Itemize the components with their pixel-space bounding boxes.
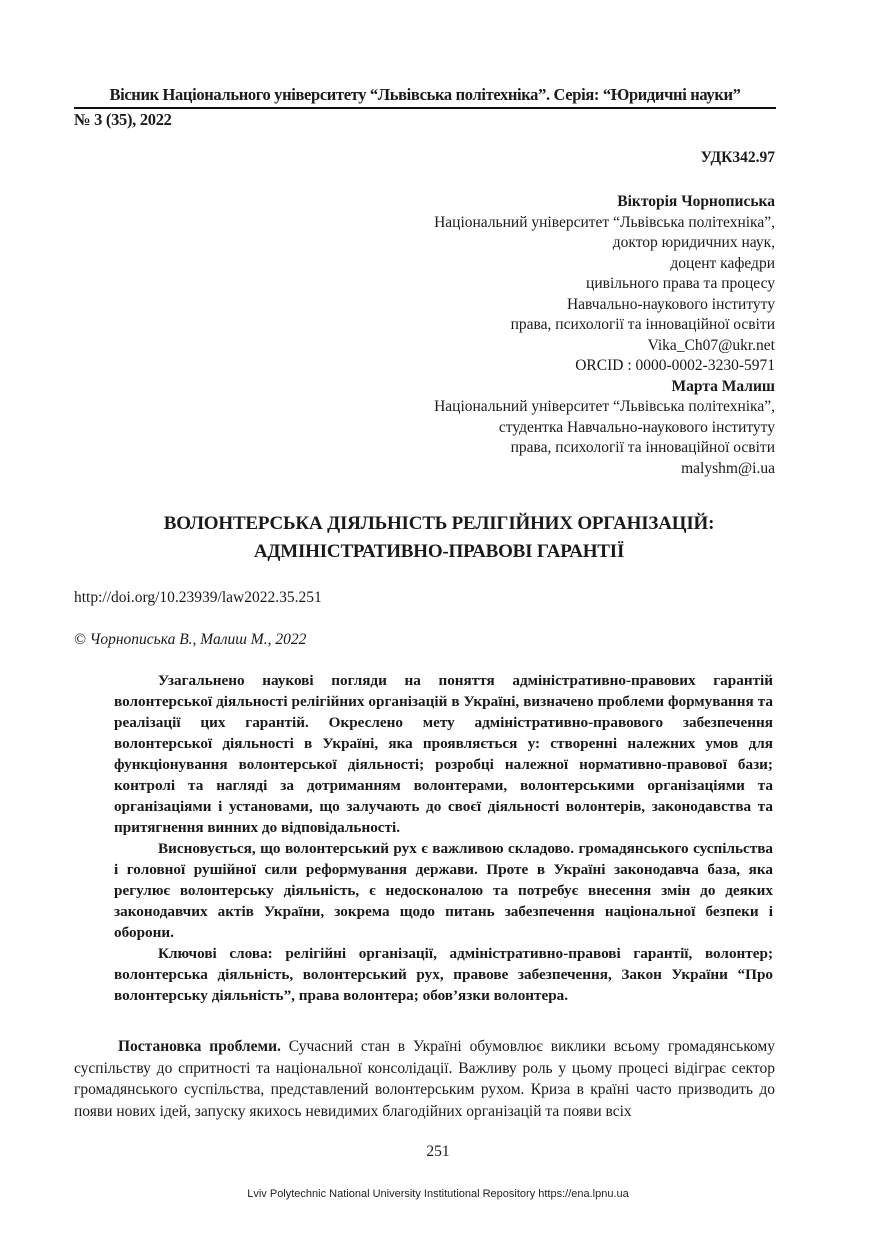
author-affiliation: Національний університет “Львівська політехніка”, xyxy=(434,213,775,231)
author-degree: доктор юридичних наук, xyxy=(612,234,775,251)
body-paragraph xyxy=(74,1036,775,1122)
author-email[interactable]: malyshm@i.ua xyxy=(681,459,775,477)
paragraph-text: Сучасний стан в Україні обумовлює виклики всьому громадянському суспільству до спритності та національної консолідації. Важливу роль у цьому процесі відіграє сектор громадянського суспільства, представлений волонтерським рухом. Криза в країні часто призводить до появи нових ідей, запуску якихось невидимих благодійних організацій та появи всіх xyxy=(74,1038,775,1120)
author-name: Вікторія Чорнописька xyxy=(617,193,775,210)
doi-link[interactable]: http://doi.org/10.23939/law2022.35.251 xyxy=(74,589,322,606)
author-institute-name: права, психології та інноваційної освіти xyxy=(510,316,775,333)
author-name: Марта Малиш xyxy=(671,377,775,395)
author-block xyxy=(434,192,775,479)
author-institute-name: права, психології та інноваційної освіти xyxy=(510,439,775,456)
body-text xyxy=(74,1036,775,1122)
article-title-line: АДМІНІСТРАТИВНО-ПРАВОВІ ГАРАНТІЇ xyxy=(253,541,625,562)
section-heading: Постановка проблеми. xyxy=(118,1038,281,1055)
article-title-line: ВОЛОНТЕРСЬКА ДІЯЛЬНІСТЬ РЕЛІГІЙНИХ ОРГАНІЗАЦІЙ: xyxy=(163,513,715,534)
author-position: доцент кафедри xyxy=(670,254,775,272)
abstract-paragraph: Узагальнено наукові погляди на поняття адміністративно-правових гарантій волонтерської діяльності релігійних організацій в Україні, визначено проблеми формування та реалізації цих гарантій. Окреслено мету адміністративно-правового забезпечення волонтерської діяльності в Україні, яка проявляється у: створенні належних умов для функціонування волонтерської діяльності; розробці належної нормативно-правової бази; контролі та нагляді за дотриманням волонтерами, волонтерськими організаціями та організаціями і установами, що залучають до своєї діяльності волонтерів, законодавства та притягнення винних до відповідальності. xyxy=(114,672,773,836)
abstract xyxy=(114,670,773,1006)
repository-footer: Lviv Polytechnic National University Institutional Repository https://ena.lpnu.ua xyxy=(247,1188,629,1200)
copyright-notice: © Чорнописька В., Малиш М., 2022 xyxy=(74,631,307,648)
author-position: студентка Навчально-наукового інституту xyxy=(498,418,775,436)
issue-number: № 3 (35), 2022 xyxy=(74,110,172,129)
journal-title: Вісник Національного університету “Львівська політехніка”. Серія: “Юридичні науки” xyxy=(74,84,776,109)
keywords: Ключові слова: релігійні організації, адміністративно-правові гарантії, волонтер; волонтерська діяльність, волонтерський рух, правове забезпечення, Закон України “Про волонтерську діяльність”, права волонтера; обов’язки волонтера. xyxy=(114,945,773,1004)
author-institute: Навчально-наукового інституту xyxy=(566,295,775,313)
page-number: 251 xyxy=(426,1143,450,1160)
author-department: цивільного права та процесу xyxy=(586,275,775,292)
abstract-paragraph: Висновується, що волонтерський рух є важливою складово. громадянського суспільства і головної рушійної сили реформування держави. Проте в Україні законодавча база, яка регулює волонтерську діяльність, є недосконалою та потребує внесення змін до деяких законодавчих актів України, зокрема щодо питань забезпечення національної безпеки і оборони. xyxy=(114,840,773,941)
author-email[interactable]: Vika_Ch07@ukr.net xyxy=(647,336,775,354)
article-title xyxy=(74,510,804,566)
udc-code: УДК342.97 xyxy=(700,149,775,166)
author-affiliation: Національний університет “Львівська політехніка”, xyxy=(434,398,775,415)
author-orcid: ORCID : 0000-0002-3230-5971 xyxy=(575,357,775,374)
